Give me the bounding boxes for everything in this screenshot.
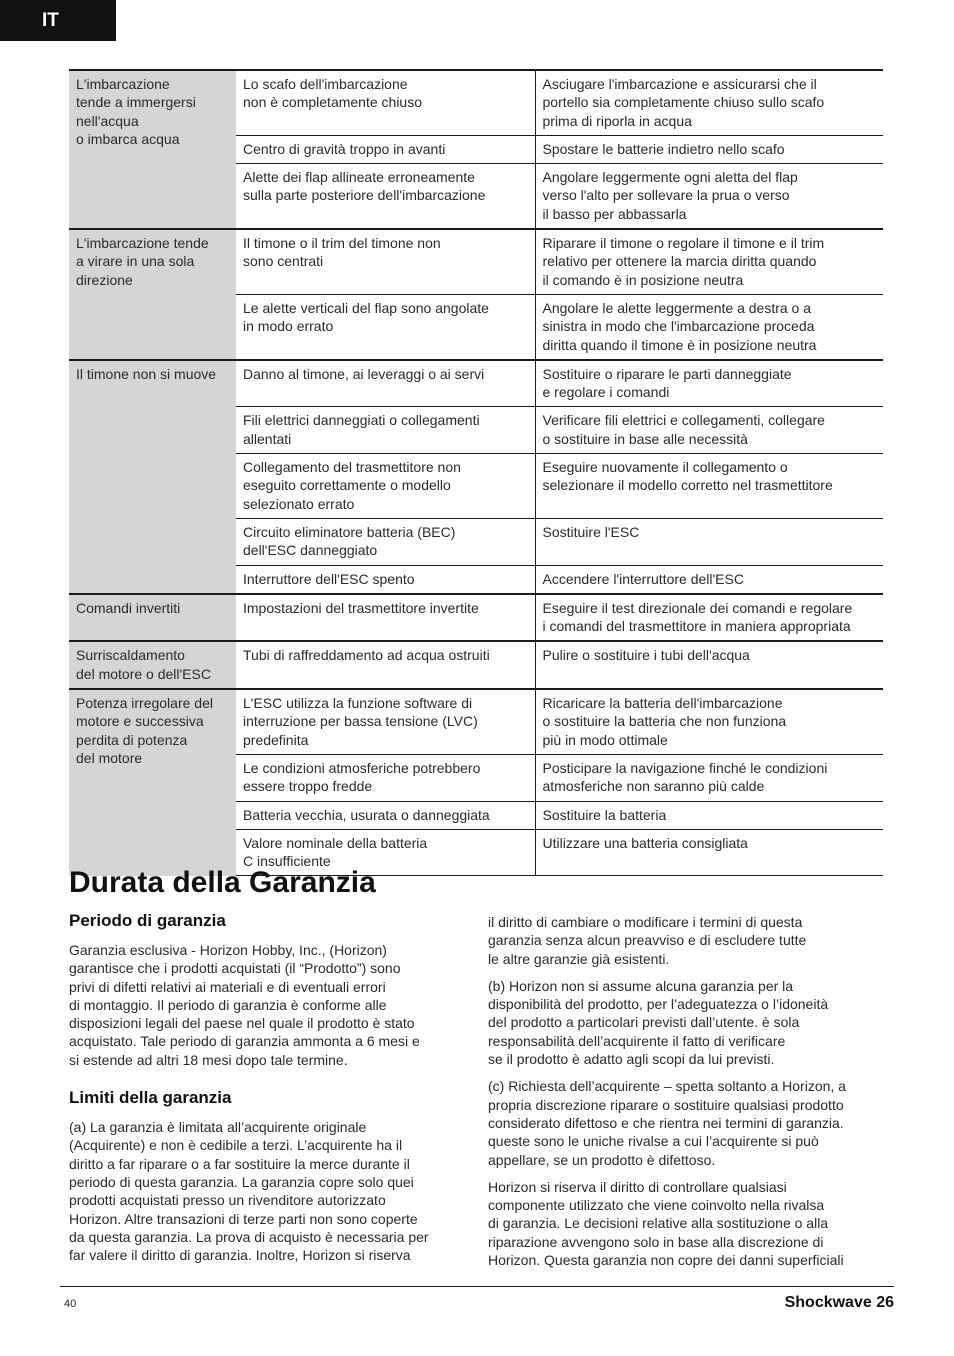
- cause-cell: Centro di gravità troppo in avanti: [236, 135, 535, 163]
- symptom-cell: Potenza irregolare del motore e successiva perdita di potenza del motore: [69, 689, 236, 876]
- fix-cell: Asciugare l'imbarcazione e assicurarsi che il portello sia completamente chiuso sullo scafo prima di riporla in acqua: [535, 70, 883, 135]
- fix-cell: Utilizzare una batteria consigliata: [535, 829, 883, 876]
- cause-cell: Tubi di raffreddamento ad acqua ostruiti: [236, 641, 535, 689]
- cause-cell: Danno al timone, ai leveraggi o ai servi: [236, 360, 535, 407]
- fix-cell: Ricaricare la batteria dell'imbarcazione o sostituire la batteria che non funziona più in modo ottimale: [535, 689, 883, 754]
- fix-cell: Sostituire la batteria: [535, 801, 883, 829]
- cause-cell: Valore nominale della batteria C insufficiente: [236, 829, 535, 876]
- symptom-cell: Comandi invertiti: [69, 594, 236, 642]
- cause-cell: L'ESC utilizza la funzione software di interruzione per bassa tensione (LVC) predefinita: [236, 689, 535, 754]
- fix-cell: Posticipare la navigazione finché le condizioni atmosferiche non saranno più calde: [535, 754, 883, 801]
- fix-cell: Accendere l'interruttore dell'ESC: [535, 565, 883, 594]
- warranty-left-column: [69, 910, 464, 1273]
- fix-cell: Spostare le batterie indietro nello scafo: [535, 135, 883, 163]
- cause-cell: Batteria vecchia, usurata o danneggiata: [236, 801, 535, 829]
- product-name: Shockwave 26: [784, 1294, 894, 1311]
- symptom-cell: Surriscaldamento del motore o dell'ESC: [69, 641, 236, 689]
- control-text: Horizon si riserva il diritto di controllare qualsiasi componente utilizzato che viene coinvolto nella rivalsa di garanzia. Le decisioni relative alla sostituzione o alla riparazione avvengono solo in base alla discrezione di Horizon. Questa garanzia non copre dei danni superficiali: [488, 1178, 844, 1269]
- cause-cell: Il timone o il trim del timone non sono centrati: [236, 229, 535, 294]
- limits-b-text: (b) Horizon non si assume alcuna garanzia per la disponibilità del prodotto, per l’adeguatezza o l’idoneità del prodotto a particolari previsti dall’utente. è sola responsabilità dell’acquirente il fatto di verificare se il prodotto è adatto agli scopi da lui previsti.: [488, 977, 829, 1068]
- symptom-cell: L'imbarcazione tende a virare in una sola direzione: [69, 229, 236, 360]
- fix-cell: Angolare leggermente ogni aletta del flap verso l'alto per sollevare la prua o verso il basso per abbassarla: [535, 164, 883, 229]
- fix-cell: Riparare il timone o regolare il timone e il trim relativo per ottenere la marcia diritta quando il comando è in posizione neutra: [535, 229, 883, 294]
- cause-cell: Collegamento del trasmettitore non eseguito correttamente o modello selezionato errato: [236, 454, 535, 519]
- warranty-right-column: [488, 913, 883, 1278]
- table-row: [69, 70, 883, 135]
- cause-cell: Circuito eliminatore batteria (BEC) dell'ESC danneggiato: [236, 518, 535, 565]
- symptom-cell: Il timone non si muove: [69, 360, 236, 594]
- cause-cell: Le condizioni atmosferiche potrebbero essere troppo fredde: [236, 754, 535, 801]
- fix-cell: Angolare le alette leggermente a destra o a sinistra in modo che l'imbarcazione proceda diritta quando il timone è in posizione neutra: [535, 294, 883, 359]
- page-number: 40: [64, 1298, 77, 1310]
- section-title: Durata della Garanzia: [69, 866, 376, 899]
- cause-cell: Impostazioni del trasmettitore invertite: [236, 594, 535, 642]
- fix-cell: Sostituire l'ESC: [535, 518, 883, 565]
- fix-cell: Eseguire il test direzionale dei comandi e regolare i comandi del trasmettitore in maniera appropriata: [535, 594, 883, 642]
- period-heading: Periodo di garanzia: [69, 911, 226, 930]
- limits-heading: Limiti della garanzia: [69, 1088, 232, 1108]
- cause-cell: Alette dei flap allineate erroneamente sulla parte posteriore dell'imbarcazione: [236, 164, 535, 229]
- cause-cell: Fili elettrici danneggiati o collegamenti allentati: [236, 407, 535, 454]
- limits-a-continued-text: il diritto di cambiare o modificare i termini di questa garanzia senza alcun preavviso e di escludere tutte le altre garanzie già esistenti.: [488, 914, 807, 967]
- cause-cell: Lo scafo dell'imbarcazione non è completamente chiuso: [236, 70, 535, 135]
- footer-divider: [60, 1286, 894, 1287]
- fix-cell: Pulire o sostituire i tubi dell'acqua: [535, 641, 883, 689]
- table-row: [69, 229, 883, 294]
- period-text: Garanzia esclusiva - Horizon Hobby, Inc., (Horizon) garantisce che i prodotti acquistati (il “Prodotto”) sono privi di difetti relativi ai materiali e di eventuali errori di montaggio. Il periodo di garanzia è conforme alle disposizioni legali del paese nel quale il prodotto è stato acquistato. Tale periodo di garanzia ammonta a 6 mesi e si estende ad altri 18 mesi dopo tale termine.: [69, 942, 420, 1068]
- table-row: [69, 360, 883, 407]
- fix-cell: Sostituire o riparare le parti danneggiate e regolare i comandi: [535, 360, 883, 407]
- limits-c-text: (c) Richiesta dell’acquirente – spetta soltanto a Horizon, a propria discrezione riparare o sostituire qualsiasi prodotto considerato difettoso e che rientra nei termini di garanzia. queste sono le uniche rivalse a cui l’acquirente si può appellare, se un prodotto è difettoso.: [488, 1078, 846, 1168]
- fix-cell: Eseguire nuovamente il collegamento o selezionare il modello corretto nel trasmettitore: [535, 454, 883, 519]
- cause-cell: Interruttore dell'ESC spento: [236, 565, 535, 594]
- table-row: [69, 689, 883, 754]
- limits-a-text: (a) La garanzia è limitata all’acquirente originale (Acquirente) e non è cedibile a terzi. L’acquirente ha il diritto a far riparare o a far sostituire la merce durante il periodo di questa garanzia. La garanzia copre solo quei prodotti acquistati presso un rivenditore autorizzato Horizon. Altre transazioni di terze parti non sono coperte da questa garanzia. La prova di acquisto è necessaria per far valere il diritto di garanzia. Inoltre, Horizon si riserva: [69, 1119, 429, 1264]
- troubleshooting-table: [69, 69, 883, 876]
- symptom-cell: L'imbarcazione tende a immergersi nell'acqua o imbarca acqua: [69, 70, 236, 229]
- fix-cell: Verificare fili elettrici e collegamenti, collegare o sostituire in base alle necessità: [535, 407, 883, 454]
- table-row: [69, 594, 883, 642]
- table-row: [69, 641, 883, 689]
- cause-cell: Le alette verticali del flap sono angolate in modo errato: [236, 294, 535, 359]
- language-tab: IT: [0, 0, 116, 41]
